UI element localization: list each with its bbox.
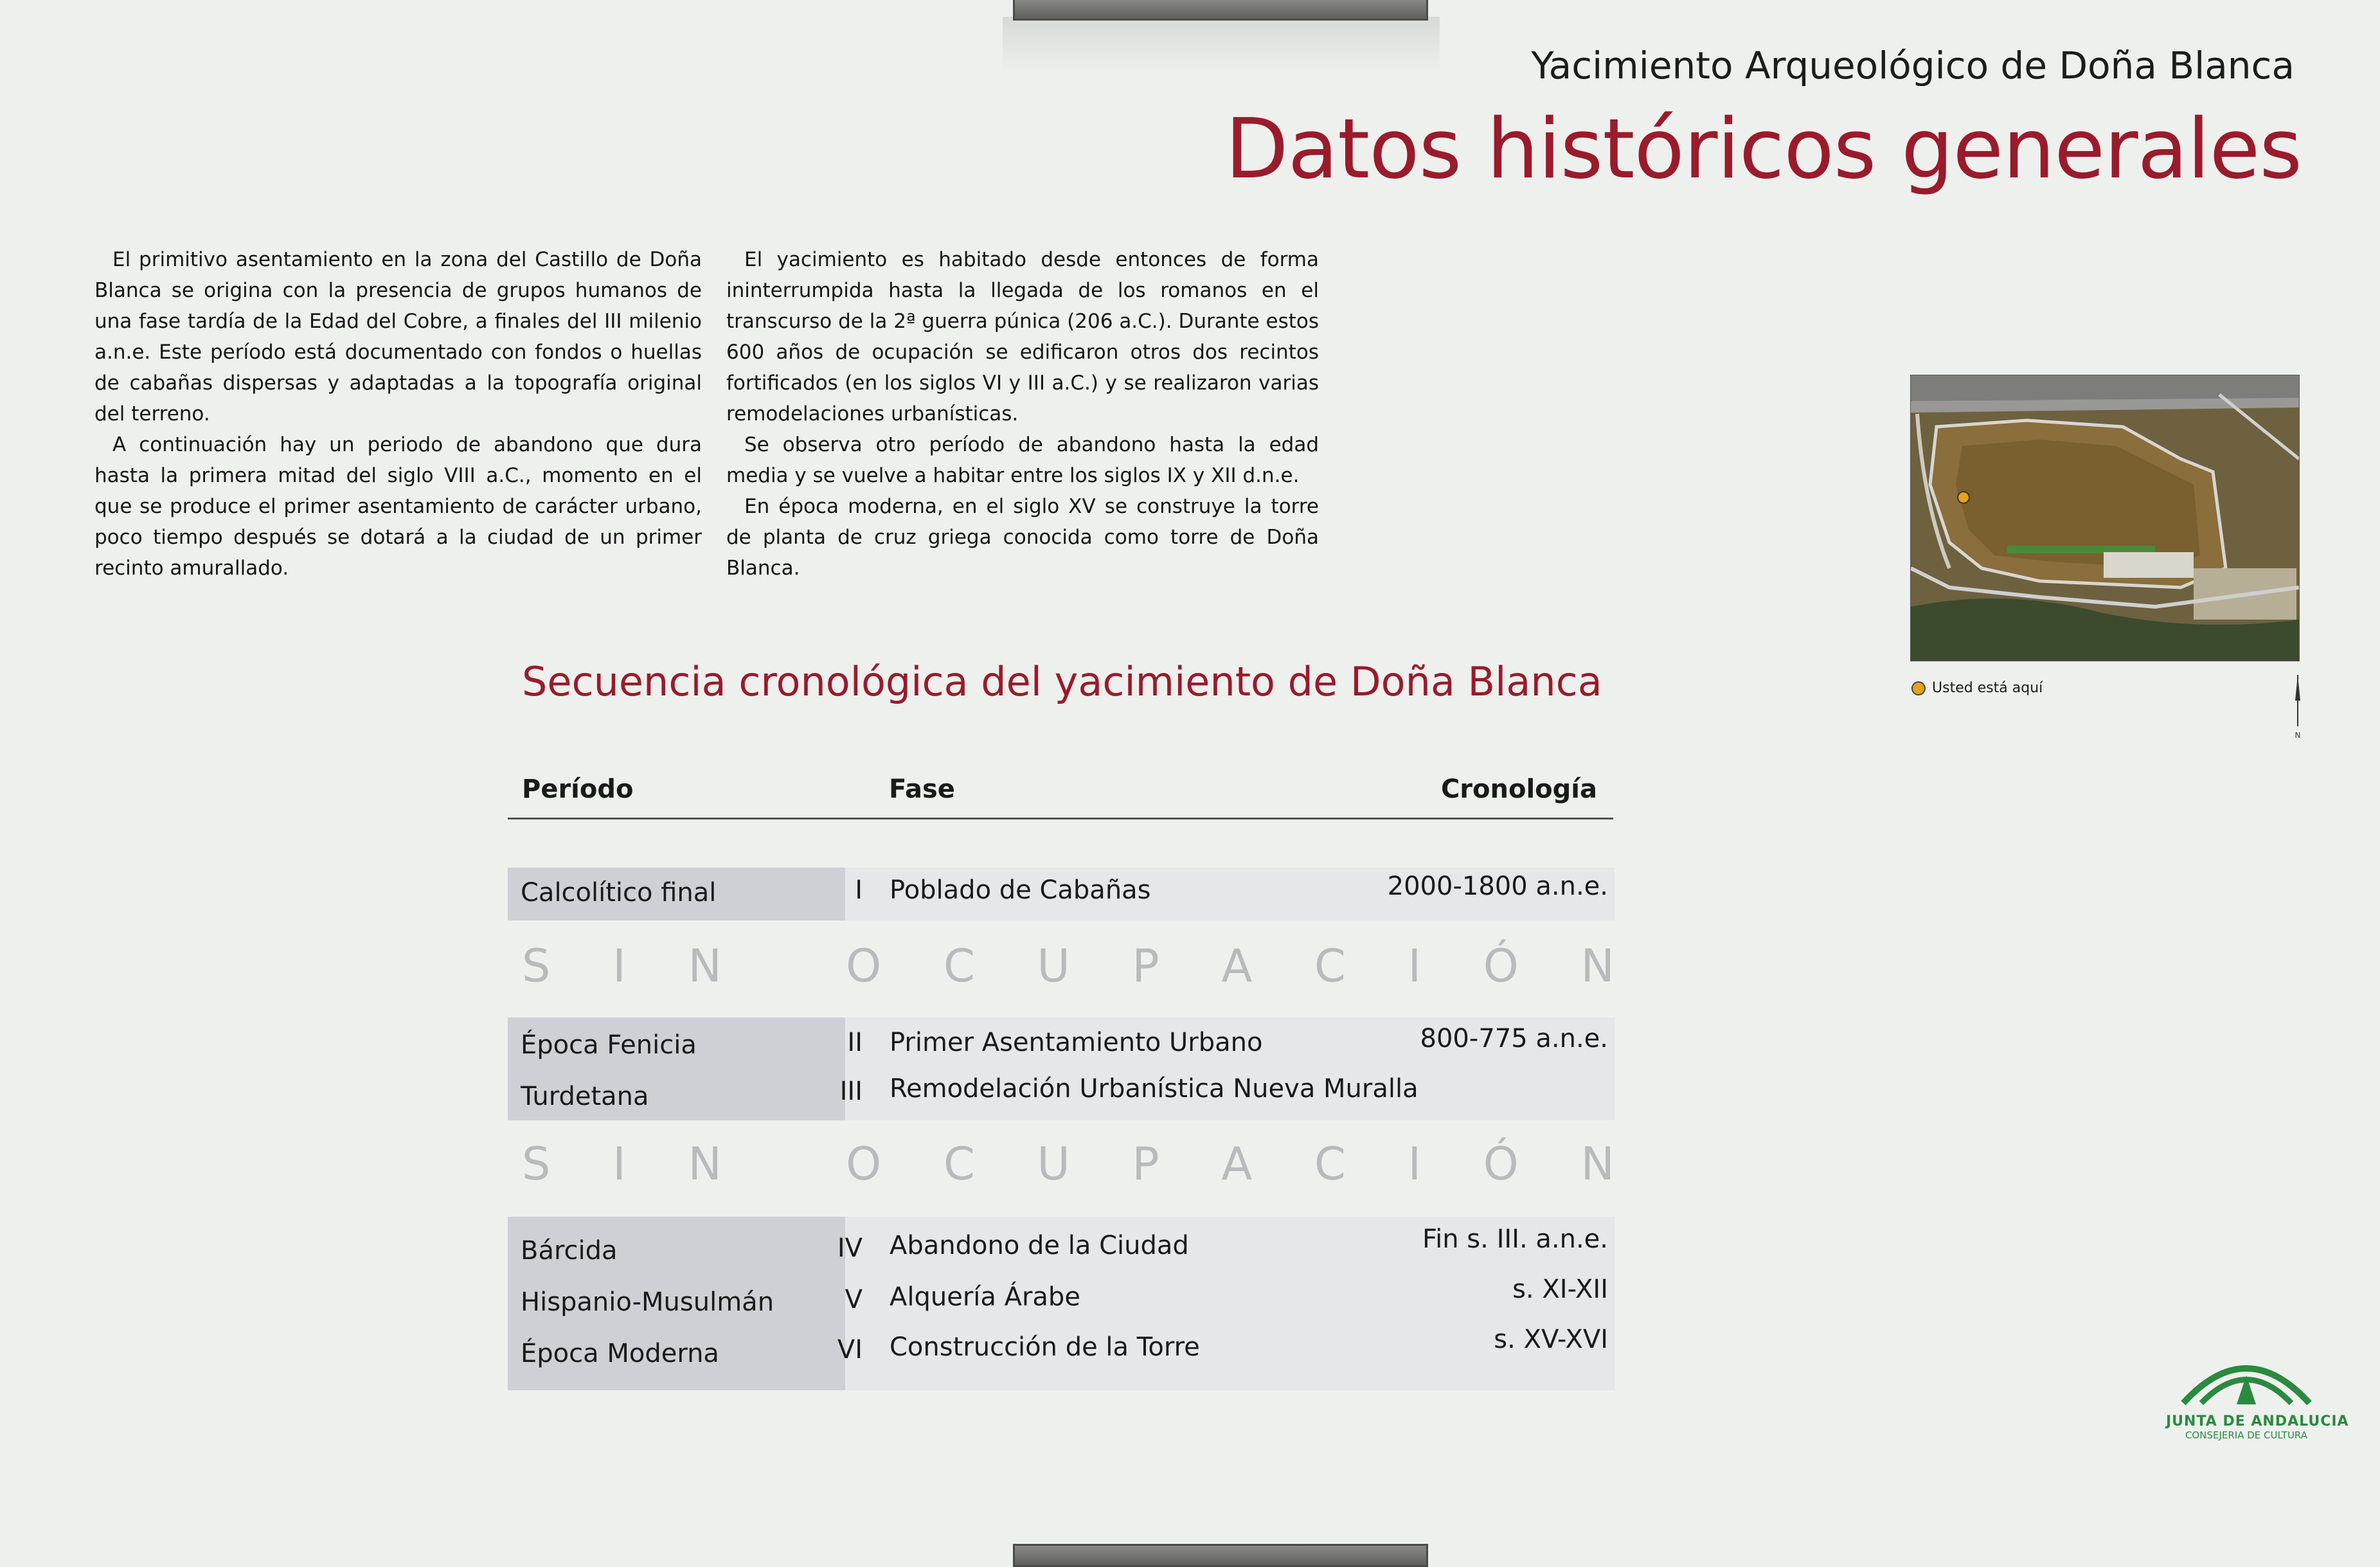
- gap-letter: A: [1221, 1138, 1253, 1190]
- intro-paragraph: A continuación hay un periodo de abandono que dura hasta la primera mitad del siglo VIII a.C., momento en el que se produce el primer asentamiento de carácter urbano, poco tiempo después se dotará a la ciudad de un primer recinto amurallado.: [94, 433, 702, 580]
- north-arrow-icon: [2293, 675, 2302, 739]
- gap-letter: C: [943, 940, 975, 992]
- gap-letter: N: [1580, 1138, 1615, 1190]
- table-cell-fase: Construcción de la Torre: [890, 1332, 1200, 1362]
- table-cell-periodo: Hispanio-Musulmán: [521, 1287, 774, 1317]
- map-legend: [1911, 680, 2043, 696]
- gap-letter: C: [943, 1138, 975, 1190]
- table-row-group: [508, 868, 1615, 920]
- table-cell-fase: Poblado de Cabañas: [890, 875, 1151, 905]
- logo-title: JUNTA DE ANDALUCIA: [2166, 1413, 2349, 1429]
- table-cell-periodo: Época Fenicia: [521, 1030, 697, 1060]
- table-cell-cronologia: s. XI-XII: [1512, 1275, 1608, 1304]
- gap-letter: N: [1580, 940, 1615, 992]
- marker-dot-icon: [1911, 681, 1926, 695]
- gap-letter: U: [1037, 1138, 1070, 1190]
- gap-letter: I: [613, 1138, 626, 1190]
- gap-letter: O: [846, 1138, 882, 1190]
- gap-letter: O: [846, 940, 882, 992]
- table-cell-fase: Alquería Árabe: [890, 1282, 1080, 1312]
- mounting-bracket-bottom: [1013, 1544, 1428, 1567]
- logo-arch-icon: [2176, 1340, 2317, 1411]
- you-are-here-marker: [1958, 492, 1969, 503]
- header-cronologia: Cronología: [1440, 775, 1597, 804]
- table-cell-roman: I: [855, 875, 863, 905]
- table-cell-cronologia: 800-775 a.n.e.: [1420, 1024, 1608, 1053]
- site-subtitle: Yacimiento Arqueológico de Doña Blanca: [1531, 44, 2295, 87]
- gap-letter: C: [1314, 940, 1346, 992]
- table-cell-cronologia: 2000-1800 a.n.e.: [1387, 872, 1608, 901]
- header-periodo: Período: [522, 775, 634, 804]
- north-label: N: [2295, 731, 2301, 739]
- table-cell-periodo: Bárcida: [521, 1236, 618, 1266]
- intro-paragraph: En época moderna, en el siglo XV se construye la torre de planta de cruz griega conocida como torre de Doña Blanca.: [726, 495, 1319, 580]
- table-row-group: [508, 1017, 1615, 1120]
- legend-label: Usted está aquí: [1932, 680, 2043, 696]
- table-cell-fase: Remodelación Urbanística Nueva Muralla: [890, 1074, 1418, 1104]
- table-cell-roman: VI: [837, 1335, 863, 1365]
- gap-letter: C: [1314, 1138, 1346, 1190]
- gap-letter: N: [688, 940, 722, 992]
- table-cell-cronologia: s. XV-XVI: [1494, 1325, 1608, 1354]
- table-cell-fase: Abandono de la Ciudad: [890, 1231, 1189, 1260]
- gap-letter: P: [1132, 1138, 1159, 1190]
- sin-ocupacion-gap: [522, 940, 1615, 992]
- header-divider: [508, 818, 1613, 819]
- table-cell-cronologia: Fin s. III. a.n.e.: [1422, 1224, 1608, 1254]
- table-row-group: [508, 1217, 1615, 1390]
- gap-letter: N: [688, 1138, 722, 1190]
- gap-letter: S: [522, 1138, 551, 1190]
- gap-letter: A: [1221, 940, 1253, 992]
- gap-letter: U: [1037, 940, 1070, 992]
- mount-shadow: [1003, 17, 1440, 75]
- junta-andalucia-logo: [2166, 1340, 2349, 1456]
- aerial-photo-image: [1911, 375, 2299, 661]
- sequence-title: Secuencia cronológica del yacimiento de Doña Blanca: [522, 658, 1602, 705]
- page-title: Datos históricos generales: [1225, 102, 2302, 197]
- table-cell-roman: V: [845, 1285, 863, 1314]
- intro-paragraph: Se observa otro período de abandono hasta la edad media y se vuelve a habitar entre los siglos IX y XII d.n.e.: [726, 433, 1319, 487]
- gap-letter: I: [1408, 940, 1422, 992]
- table-cell-roman: III: [839, 1077, 863, 1106]
- table-cell-roman: IV: [837, 1233, 863, 1263]
- gap-letter: I: [613, 940, 626, 992]
- gap-letter: I: [1408, 1138, 1422, 1190]
- intro-paragraph: El primitivo asentamiento en la zona del Castillo de Doña Blanca se origina con la presencia de grupos humanos de una fase tardía de la Edad del Cobre, a finales del III milenio a.n.e. Este período está documentado con fondos o huellas de cabañas dispersas y adaptadas a la topografía original del terreno.: [94, 248, 702, 425]
- intro-column-2: [726, 244, 1319, 584]
- intro-column-1: [94, 244, 702, 584]
- table-cell-periodo: Calcolítico final: [521, 878, 717, 908]
- gap-letter: Ó: [1483, 1138, 1519, 1190]
- table-cell-periodo: Turdetana: [521, 1082, 649, 1111]
- sin-ocupacion-gap: [522, 1138, 1615, 1190]
- table-cell-periodo: Época Moderna: [521, 1339, 719, 1368]
- gap-letter: P: [1132, 940, 1159, 992]
- gap-letter: S: [522, 940, 551, 992]
- table-cell-fase: Primer Asentamiento Urbano: [890, 1028, 1263, 1057]
- table-cell-roman: II: [847, 1028, 863, 1057]
- gap-letter: Ó: [1483, 940, 1519, 992]
- mounting-bracket-top: [1013, 0, 1428, 21]
- logo-subtitle: CONSEJERIA DE CULTURA: [2185, 1429, 2308, 1441]
- header-fase: Fase: [889, 775, 955, 804]
- intro-paragraph: El yacimiento es habitado desde entonces de forma ininterrumpida hasta la llegada de los romanos en el transcurso de la 2ª guerra púnica (206 a.C.). Durante estos 600 años de ocupación se edificaron otros dos recintos fortificados (en los siglos VI y III a.C.) y se realizaron varias remodelaciones urbanísticas.: [726, 248, 1319, 425]
- aerial-photo: [1910, 375, 2300, 661]
